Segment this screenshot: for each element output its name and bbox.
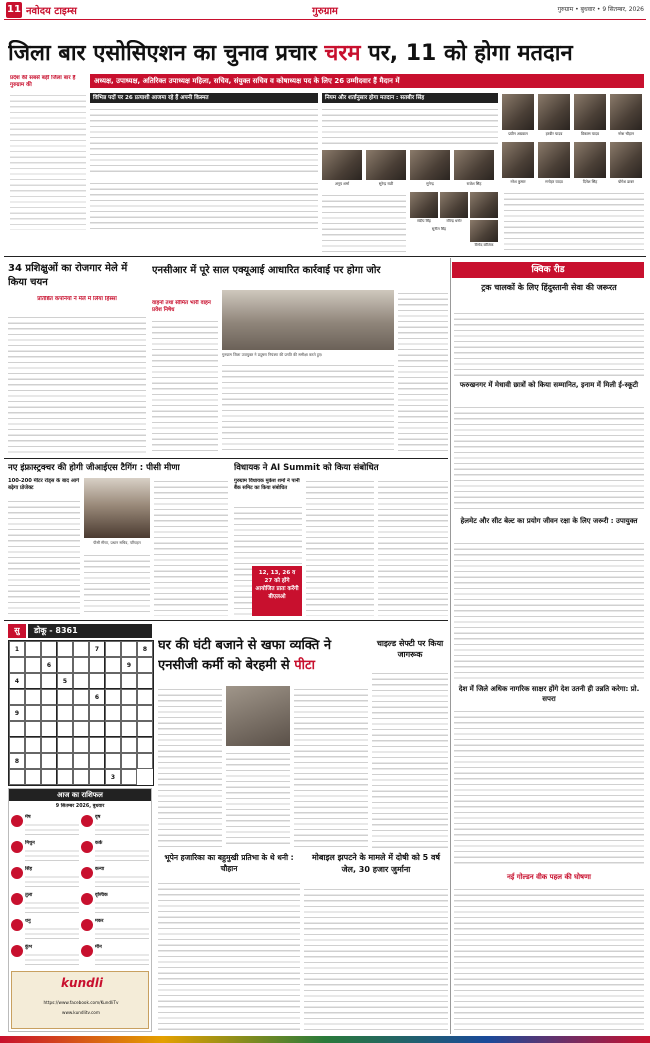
candidate-name: अनूप शर्मा — [334, 181, 350, 186]
sudoku-cell — [121, 673, 137, 689]
rashifal-sign-text — [25, 900, 79, 914]
kundli-facebook-link[interactable]: https://www.facebook.com/KundliTv — [43, 1000, 119, 1005]
bell-body-3 — [294, 686, 368, 848]
sudoku-cell — [73, 641, 89, 657]
bell-photo — [226, 686, 290, 746]
apprentice-body — [8, 314, 146, 454]
quick-read-3-body — [454, 540, 644, 680]
candidate-photo — [538, 142, 570, 178]
sudoku-cell — [9, 737, 25, 753]
column-rule-right — [450, 258, 451, 1034]
rashifal-sign-name: धनु — [25, 919, 31, 924]
sudoku-grid — [8, 640, 154, 786]
quick-read-4-head: देश में जिले अधिक नागरिक साक्षर होंगे देश उतनी ही उन्नति करेगा: प्रो. सपरा — [458, 685, 640, 703]
candidate-photo — [502, 142, 534, 178]
ai-body-3 — [378, 478, 448, 616]
infra-body-3 — [154, 478, 228, 616]
sudoku-cell — [41, 641, 57, 657]
sudoku-cell — [121, 705, 137, 721]
candidate-name: सुरेन्द्र राठी — [378, 181, 394, 186]
lead-body-4 — [322, 192, 406, 252]
quick-read-1-head: ट्रक चालकों के लिए हिंदुस्तानी सेवा की जरूरत — [481, 283, 617, 292]
rashifal-sign-name: मेष — [25, 815, 31, 820]
sudoku-cell — [73, 689, 89, 705]
sudoku-cell — [73, 721, 89, 737]
sudoku-cell — [137, 705, 153, 721]
bell-body-1 — [158, 686, 222, 848]
rashifal-sign-name: वृष — [95, 815, 101, 820]
quick-read-4-body — [454, 708, 644, 868]
infra-body-1 — [8, 498, 80, 616]
sudoku-cell — [137, 673, 153, 689]
lead-subhead-1: विभिन्न पदों पर 26 प्रत्याशी आजमा रहे हैं अपनी किस्मत — [90, 93, 318, 103]
rashifal-title: आज का राशिफल — [9, 789, 151, 801]
quick-read-5-body — [454, 886, 644, 1032]
date-line: गुरुग्राम • बुधवार • 9 सितम्बर, 2026 — [557, 6, 644, 13]
bell-headline-text: घर की घंटी बजाने से खफा व्यक्ति ने एनसीजी कर्मी को बेरहमी से — [158, 638, 332, 673]
section-name: गुरुग्राम — [312, 6, 338, 17]
candidate-name: योगेश डाबर — [618, 179, 634, 184]
sudoku-cell — [137, 657, 153, 673]
sudoku-cell: 3 — [105, 769, 121, 785]
candidate-photo — [454, 150, 494, 180]
sudoku-cell — [9, 657, 25, 673]
candidate-name: विनोद कौशिक — [474, 243, 494, 247]
sudoku-cell — [41, 753, 57, 769]
kundli-website-link[interactable]: www.kundlitv.com — [62, 1010, 100, 1015]
sudoku-cell — [89, 673, 105, 689]
ncr-meeting-photo — [222, 290, 394, 350]
lead-side-head: प्रदेश की सबसे बड़ी जिला बार है गुरुग्राम की — [10, 75, 76, 88]
candidate-name: मुनेन्द्र — [426, 181, 434, 186]
ai-headline: विधायक ने AI Summit को किया संबोधित — [234, 463, 379, 473]
lead-headline-post: पर, 11 को होगा मतदान — [368, 41, 573, 66]
rashifal-box — [8, 788, 152, 1032]
sudoku-cell — [25, 737, 41, 753]
infra-portrait-photo — [84, 478, 150, 538]
candidate-photo — [610, 142, 642, 178]
sudoku-cell — [41, 769, 57, 785]
ncr-body-2 — [222, 362, 394, 454]
ncr-headline: एनसीआर में पूरे साल एक्यूआई आधारित कार्रवाई पर होगा जोर — [152, 265, 381, 276]
mid-rule — [4, 620, 448, 621]
candidate-name: नरेश चौहान — [618, 131, 634, 136]
candidate-photo — [440, 192, 468, 218]
rashifal-sign-text — [25, 952, 79, 966]
sudoku-cell — [105, 689, 121, 705]
candidate-name: मनोहर यादव — [545, 179, 563, 184]
zodiac-icon — [11, 815, 23, 827]
quick-read-1-body — [454, 310, 644, 376]
sudoku-label: सु — [8, 624, 26, 638]
sudoku-cell — [9, 689, 25, 705]
ncr-subhead: वाहनों तथा सीमित भारी वाहन प्रवेश निषेध — [152, 300, 211, 313]
sudoku-cell — [25, 641, 41, 657]
lead-headline-pre: जिला बार एसोसिएशन का चुनाव प्रचार — [8, 41, 317, 66]
rashifal-sign — [11, 917, 79, 941]
rashifal-sign-text — [95, 926, 149, 940]
mobile-body — [304, 886, 448, 1032]
candidate-name: दिनेश सिंह — [582, 179, 598, 184]
rashifal-sign — [11, 891, 79, 915]
lead-body-3 — [322, 106, 498, 146]
quick-read-2-body — [454, 404, 644, 512]
rashifal-sign-name: कन्या — [95, 867, 105, 872]
sudoku-cell — [137, 737, 153, 753]
rashifal-sign — [81, 917, 149, 941]
sudoku-cell — [25, 769, 41, 785]
sudoku-cell — [25, 753, 41, 769]
sudoku-cell: 8 — [9, 753, 25, 769]
sudoku-cell — [73, 705, 89, 721]
sudoku-cell: 7 — [89, 641, 105, 657]
sudoku-cell — [121, 689, 137, 705]
rashifal-sign — [11, 839, 79, 863]
lead-body-2 — [90, 180, 318, 232]
bhupen-headline: भूपेन हजारिका का बहुमुखी प्रतिभा के थे धनी : चौहान — [164, 853, 294, 873]
lead-side-text — [10, 92, 86, 230]
sudoku-cell — [73, 769, 89, 785]
road-body — [372, 670, 448, 848]
rashifal-sign-name: कर्क — [95, 841, 103, 846]
sudoku-cell — [121, 769, 137, 785]
candidate-photo — [574, 142, 606, 178]
sudoku-cell — [105, 673, 121, 689]
sudoku-cell — [105, 657, 121, 673]
rashifal-sign — [11, 943, 79, 967]
candidate-photo — [610, 94, 642, 130]
apprentice-subhead: प्रतिष्ठित कंपनियों ने मेले में लिया हिस्सा — [37, 296, 117, 302]
ai-bullet: गुरुग्राम विधायक मुकेश शर्मा ने पानी बैंक समिट का किया संबोधित — [234, 478, 300, 491]
sudoku-cell — [89, 753, 105, 769]
rashifal-sign-text — [95, 952, 149, 966]
sudoku-cell — [9, 769, 25, 785]
sudoku-cell — [121, 737, 137, 753]
rashifal-sign-name: सिंह — [25, 867, 33, 872]
sudoku-cell — [57, 769, 73, 785]
sudoku-cell — [9, 721, 25, 737]
candidate-photo — [366, 150, 406, 180]
sudoku-cell — [57, 657, 73, 673]
kundli-logo: kundli — [61, 976, 103, 990]
sudoku-cell — [57, 641, 73, 657]
rashifal-sign-name: कुंभ — [25, 945, 33, 950]
candidate-photo — [410, 150, 450, 180]
lead-headline — [8, 40, 644, 70]
lead-body-1 — [90, 106, 318, 176]
rashifal-sign — [81, 865, 149, 889]
candidate-photo — [470, 220, 498, 242]
sudoku-cell — [89, 657, 105, 673]
sudoku-cell — [73, 753, 89, 769]
sudoku-cell — [57, 705, 73, 721]
sudoku-cell — [57, 721, 73, 737]
quick-read-title: क्विक रीड — [452, 262, 644, 278]
lead-bottom-rule — [4, 256, 646, 257]
lead-strap: अध्यक्ष, उपाध्यक्ष, अतिरिक्त उपाध्यक्ष महिला, सचिव, संयुक्त सचिव व कोषाध्यक्ष पद के लिए 26 उम्मीदवार हैं मैदान में — [90, 74, 644, 88]
candidate-photo — [502, 94, 534, 130]
sudoku-cell — [25, 721, 41, 737]
infra-top-rule — [4, 458, 448, 459]
sudoku-cell — [25, 657, 41, 673]
candidate-name: संदीप सिंह — [417, 219, 431, 223]
apprentice-headline: 34 प्रशिक्षुओं का रोजगार मेले में किया चयन — [8, 263, 128, 288]
rashifal-sign-name: मकर — [95, 919, 104, 924]
bell-headline — [158, 636, 368, 680]
zodiac-icon — [81, 815, 93, 827]
sudoku-cell — [89, 737, 105, 753]
sudoku-cell — [89, 769, 105, 785]
mobile-headline: मोबाइल झपटने के मामले में दोषी को 5 वर्ष जेल, 30 हजार जुर्माना — [311, 853, 441, 874]
sudoku-cell: 6 — [89, 689, 105, 705]
sudoku-cell — [105, 705, 121, 721]
lead-subhead-2: नियम और शर्तानुसार होगा मतदान : सतबीर सिंह — [322, 93, 498, 103]
sudoku-cell — [137, 721, 153, 737]
sudoku-cell — [57, 737, 73, 753]
sudoku-cell: 6 — [41, 657, 57, 673]
sudoku-title: डोकू - 8361 — [28, 624, 152, 638]
candidate-name: रविन्द्र धनोर — [446, 219, 462, 223]
sudoku-cell — [89, 705, 105, 721]
candidate-photo — [470, 192, 498, 218]
sudoku-cell — [41, 673, 57, 689]
rashifal-sign-text — [25, 822, 79, 836]
sudoku-cell — [105, 641, 121, 657]
sudoku-cell — [105, 737, 121, 753]
sudoku-cell: 9 — [121, 657, 137, 673]
candidate-photo — [574, 94, 606, 130]
rashifal-sign — [81, 943, 149, 967]
page-number: 11 — [6, 2, 22, 18]
rashifal-sign-name: तुला — [25, 893, 33, 898]
rashifal-sign-name: मीन — [95, 945, 102, 950]
quick-read-5-head: नई गोल्डन वीक पहल की घोषणा — [507, 873, 591, 881]
sudoku-cell — [137, 753, 153, 769]
lead-body-5 — [504, 190, 644, 252]
sudoku-cell — [73, 737, 89, 753]
masthead-rule — [4, 19, 646, 20]
zodiac-icon — [81, 841, 93, 853]
sudoku-cell: 1 — [9, 641, 25, 657]
ncr-photo-caption: गुरुग्राम जिला उपायुक्त ने प्रदूषण नियंत्रण की प्रगति की समीक्षा करते हुए। — [222, 352, 323, 357]
candidate-name: नरेश कुमार — [510, 179, 526, 184]
rashifal-sign-name: वृश्चिक — [95, 893, 108, 898]
kundli-ad — [11, 971, 149, 1029]
sudoku-cell — [57, 753, 73, 769]
zodiac-icon — [11, 867, 23, 879]
zodiac-icon — [11, 945, 23, 957]
zodiac-icon — [81, 893, 93, 905]
candidate-photo — [538, 94, 570, 130]
zodiac-icon — [81, 945, 93, 957]
sudoku-cell — [41, 721, 57, 737]
infra-bullet: 100-200 मीटर रोड्स के बाद आगे बढ़ेगा प्रोजेक्ट — [8, 478, 80, 491]
bottom-color-strip — [0, 1036, 650, 1043]
sudoku-cell — [41, 737, 57, 753]
sudoku-cell: 9 — [9, 705, 25, 721]
masthead — [0, 0, 650, 20]
bell-body-2 — [226, 750, 290, 848]
sudoku-cell — [121, 641, 137, 657]
rashifal-sign-text — [95, 900, 149, 914]
candidate-name: सुनील सिंह — [431, 227, 447, 231]
infra-body-2 — [84, 552, 150, 616]
candidate-name: प्रवीन अग्रवाल — [508, 131, 528, 136]
sudoku-cell — [57, 689, 73, 705]
rashifal-date: 9 सितम्बर 2026, बुधवार — [55, 804, 105, 809]
quick-read-2-head: फरुखनगर में मेधावी छात्रों को किया सम्मानित, इनाम में मिली ई-स्कूटी — [459, 381, 639, 389]
sudoku-cell — [25, 689, 41, 705]
road-headline: चाइल्ड सेफ्टी पर किया जागरूक — [376, 639, 444, 659]
quick-read-3-head: हेलमेट और सीट बेल्ट का प्रयोग जीवन रक्षा के लिए जरूरी : उपायुक्त — [460, 517, 638, 525]
infra-photo-caption: पीसी मीणा, प्रधान सचिव, परिवहन — [93, 540, 141, 545]
sudoku-cell — [89, 721, 105, 737]
ncr-body-1 — [152, 318, 218, 454]
sudoku-cell — [105, 753, 121, 769]
sudoku-cell — [73, 673, 89, 689]
zodiac-icon — [81, 919, 93, 931]
sudoku-cell — [25, 673, 41, 689]
sudoku-cell — [41, 689, 57, 705]
zodiac-icon — [11, 841, 23, 853]
sudoku-cell: 8 — [137, 641, 153, 657]
rashifal-sign — [81, 813, 149, 837]
bhupen-body — [158, 880, 300, 1032]
sudoku-cell — [73, 657, 89, 673]
candidate-name: राजेश सिंह — [466, 181, 482, 186]
sudoku-cell — [121, 721, 137, 737]
ai-red-box: 12, 13, 26 व 27 को होंगे आयोजित प्रातः करेंगी बीएलओ — [252, 566, 302, 616]
paper-name: नवोदय टाइम्स — [26, 6, 77, 17]
zodiac-icon — [11, 893, 23, 905]
sudoku-cell — [105, 721, 121, 737]
rashifal-sign-text — [95, 848, 149, 862]
rashifal-sign — [81, 839, 149, 863]
zodiac-icon — [81, 867, 93, 879]
candidate-photo — [410, 192, 438, 218]
sudoku-cell — [137, 689, 153, 705]
ncr-body-3 — [398, 290, 448, 454]
infra-headline: नए इंफ्रास्ट्रक्चर की होगी जीआईएस टैगिंग : पीसी मीणा — [8, 463, 180, 473]
rashifal-sign — [11, 813, 79, 837]
rashifal-sign-text — [25, 874, 79, 888]
sudoku-cell — [25, 705, 41, 721]
rashifal-sign-name: मिथुन — [25, 841, 35, 846]
bell-headline-highlight: पीटा — [294, 658, 315, 673]
candidate-photo — [322, 150, 362, 180]
rashifal-sign-text — [25, 848, 79, 862]
rashifal-sign — [11, 865, 79, 889]
sudoku-cell: 5 — [57, 673, 73, 689]
rashifal-sign-text — [25, 926, 79, 940]
rashifal-sign-text — [95, 822, 149, 836]
sudoku-cell — [41, 705, 57, 721]
lead-headline-highlight: चरम — [324, 41, 361, 66]
candidate-name: विकास यादव — [580, 131, 600, 136]
zodiac-icon — [11, 919, 23, 931]
candidate-name: हरवीर यादव — [545, 131, 563, 136]
rashifal-sign — [81, 891, 149, 915]
sudoku-cell: 4 — [9, 673, 25, 689]
rashifal-sign-text — [95, 874, 149, 888]
sudoku-cell — [121, 753, 137, 769]
ai-body-2 — [306, 478, 374, 616]
